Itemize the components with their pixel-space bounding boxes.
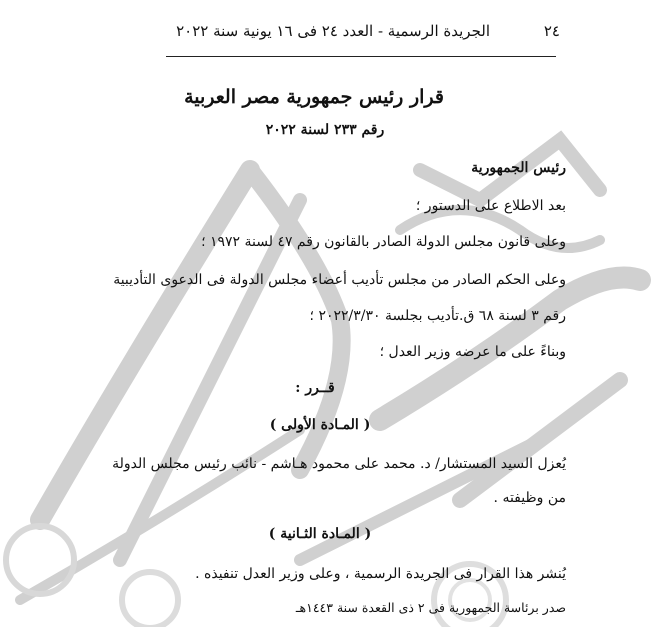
preamble-line-2: وعلى قانون مجلس الدولة الصادر بالقانون رقم ٤٧ لسنة ١٩٧٢ ؛ bbox=[201, 234, 566, 250]
preamble-line-5: وبناءً على ما عرضه وزير العدل ؛ bbox=[379, 344, 566, 360]
decided-heading: قــرر : bbox=[295, 380, 335, 396]
preamble-line-1: بعد الاطلاع على الدستور ؛ bbox=[415, 198, 566, 214]
preamble-line-3: وعلى الحكم الصادر من مجلس تأديب أعضاء مجلس الدولة فى الدعوى التأديبية bbox=[113, 272, 566, 288]
article-1-heading: ( المـادة الأولى ) bbox=[269, 417, 371, 433]
article-1-line-1: يُعزل السيد المستشار/ د. محمد على محمود هـاشم - نائب رئيس مجلس الدولة bbox=[112, 456, 566, 472]
issued-line: صدر برئاسة الجمهورية فى ٢ ذى القعدة سنة ١٤٤٣هـ bbox=[295, 600, 566, 615]
header-divider bbox=[166, 56, 556, 57]
gazette-issue-line: الجريدة الرسمية - العدد ٢٤ فى ١٦ يونية سنة ٢٠٢٢ bbox=[176, 22, 490, 40]
article-2-heading: ( المـادة الثـانية ) bbox=[268, 526, 372, 542]
preamble-line-4: رقم ٣ لسنة ٦٨ ق.تأديب بجلسة ٢٠٢٢/٣/٣٠ ؛ bbox=[309, 308, 566, 324]
issuer-heading: رئيس الجمهورية bbox=[471, 160, 566, 176]
article-2-line-1: يُنشر هذا القرار فى الجريدة الرسمية ، وعلى وزير العدل تنفيذه . bbox=[195, 566, 566, 582]
page-number: ٢٤ bbox=[543, 22, 560, 40]
article-1-line-2: من وظيفته . bbox=[493, 490, 566, 506]
decree-number: رقم ٢٣٣ لسنة ٢٠٢٢ bbox=[265, 122, 385, 138]
decree-title: قرار رئيس جمهورية مصر العربية bbox=[184, 86, 444, 108]
